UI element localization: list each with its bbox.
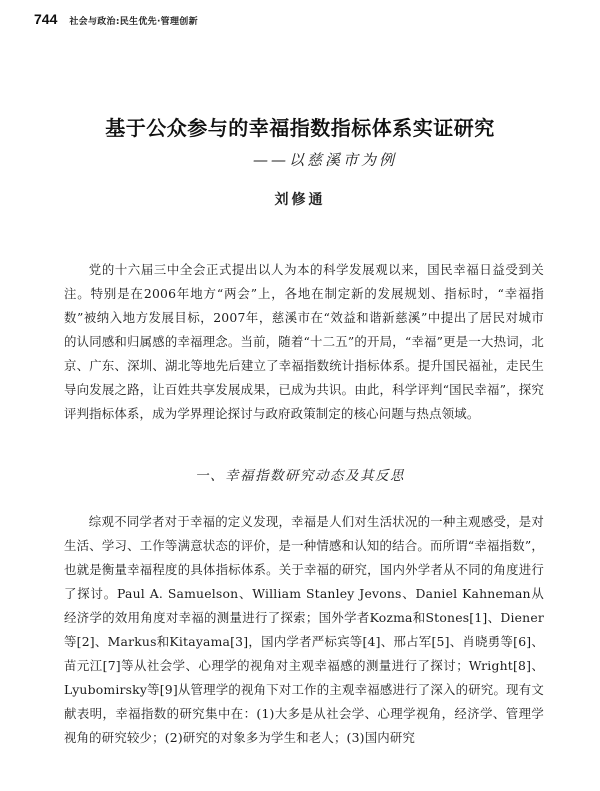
article-title: 基于公众参与的幸福指数指标体系实证研究 bbox=[105, 116, 495, 140]
body-paragraph-2: 综观不同学者对于幸福的定义发现，幸福是人们对生活状况的一种主观感受，是对生活、学习、工作等满意状态的评价，是一种情感和认知的结合。而所谓“幸福指数”，也就是衡量幸福程度的具体指标体系。关于幸福的研究，国内外学者从不同的角度进行了探讨。Paul A. Samuelson、William Stanley Jevons、Daniel Kahneman从经济学的效用角度对幸福的测量进行了探索；国外学者Kozma和Stones[1]、Diener等[2]、Markus和Kitayama[3]，国内学者严标宾等[4]、邢占军[5]、肖晓勇等[6]、苗元江[7]等从社会学、心理学的视角对主观幸福感的测量进行了探讨；Wright[8]、Lyubomirsky等[9]从管理学的视角下对工作的主观幸福感进行了深入的研究。现有文献表明，幸福指数的研究集中在：(1)大多是从社会学、心理学视角，经济学、管理学视角的研究较少；(2)研究的对象多为学生和老人；(3)国内研究 bbox=[64, 514, 544, 745]
article-author: 刘修通 bbox=[274, 192, 326, 208]
page-number: 744 bbox=[34, 11, 58, 27]
body-paragraph-1: 党的十六届三中全会正式提出以人为本的科学发展观以来，国民幸福日益受到关注。特别是在2006年地方“两会”上，各地在制定新的发展规划、指标时，“幸福指数”被纳入地方发展目标，2007年，慈溪市在“效益和谐新慈溪”中提出了居民对城市的认同感和归属感的幸福理念。当前，随着“十二五”的开局，“幸福”更是一大热词，北京、广东、深圳、湖北等地先后建立了幸福指数统计指标体系。提升国民福祉，走民生导向发展之路，让百姓共享发展成果，已成为共识。由此，科学评判“国民幸福”，探究评判指标体系，成为学界理论探讨与政府政策制定的核心问题与热点领域。 bbox=[64, 262, 544, 421]
page-header bbox=[34, 11, 574, 31]
running-head: 社会与政治:民生优先·管理创新 bbox=[69, 17, 198, 27]
article-subtitle: ——以慈溪市为例 bbox=[252, 151, 397, 169]
section-heading: 一、幸福指数研究动态及其反思 bbox=[195, 468, 405, 484]
